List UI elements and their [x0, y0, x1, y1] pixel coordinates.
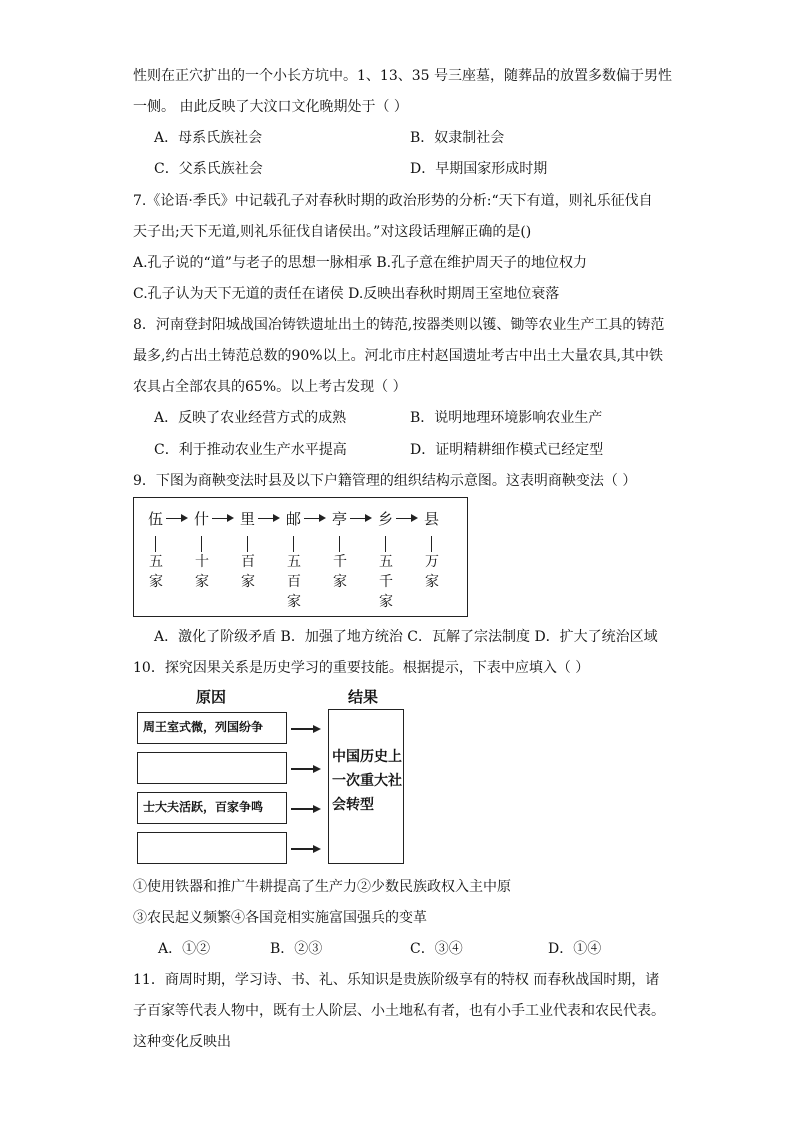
- q11-stem-line2: 子百家等代表人物中，既有士人阶层、小土地私有者，也有小手工业代表和农民代表。: [133, 1003, 665, 1019]
- unit-shi: 什: [194, 510, 210, 528]
- q6-option-c[interactable]: C．父系氏族社会: [154, 161, 263, 177]
- q10-items-line2: ③农民起义频繁④各国竞相实施富国强兵的变革: [133, 910, 427, 926]
- unit-li: 里: [240, 510, 256, 528]
- q7-options-cd[interactable]: C.孔子认为天下无道的责任在诸侯 D.反映出春秋时期周王室地位衰落: [133, 286, 560, 302]
- q10-items-line1: ①使用铁器和推广牛耕提高了生产力②少数民族政权入主中原: [133, 879, 511, 895]
- q6-option-a[interactable]: A．母系氏族社会: [154, 130, 263, 146]
- arrow-right-icon: [291, 768, 319, 770]
- households-xian: 万 家: [425, 554, 439, 590]
- result-text: 中国历史上一次重大社会转型: [332, 749, 402, 813]
- arrow-icon: [396, 518, 416, 519]
- q8-option-a[interactable]: A．反映了农业经营方式的成熟: [154, 410, 347, 426]
- unit-ting: 亭: [332, 510, 348, 528]
- unit-you: 邮: [286, 510, 302, 528]
- arrow-icon: [350, 518, 370, 519]
- arrow-icon: [166, 518, 186, 519]
- cause-box-3: 士大夫活跃，百家争鸣: [137, 792, 287, 824]
- unit-xian: 县: [424, 510, 440, 528]
- unit-xiang: 乡: [378, 510, 394, 528]
- q8-option-b[interactable]: B．说明地理环境影响农业生产: [410, 410, 603, 426]
- households-ting: 千 家: [333, 554, 347, 590]
- households-shi: 十 家: [195, 554, 209, 590]
- q10-stem: 10．探究因果关系是历史学习的重要技能。根据提示，下表中应填入（ ）: [133, 660, 590, 676]
- cause-box-1: 周王室式微，列国纷争: [137, 712, 287, 744]
- households-wu: 五 家: [149, 554, 163, 590]
- q11-stem-line3: 这种变化反映出: [133, 1034, 231, 1050]
- q9-household-diagram: [133, 497, 468, 617]
- q9-stem: 9．下图为商鞅变法时县及以下户籍管理的组织结构示意图。这表明商鞅变法（ ）: [133, 473, 637, 489]
- households-xiang: 五 千 家: [379, 554, 393, 610]
- cause-box-4-blank[interactable]: [137, 832, 287, 864]
- arrow-right-icon: [291, 848, 319, 850]
- q8-stem-line1: 8．河南登封阳城战国冶铸铁遗址出土的铸范,按器类则以镬、锄等农业生产工具的铸范: [133, 317, 665, 333]
- q6-option-b[interactable]: B．奴隶制社会: [410, 130, 505, 146]
- households-li: 百 家: [241, 554, 255, 590]
- q6-stem-line1: 性则在正穴扩出的一个小长方坑中。1、13、35 号三座墓，随葬品的放置多数偏于男性: [133, 68, 672, 84]
- q8-option-c[interactable]: C．利于推动农业生产水平提高: [154, 442, 347, 458]
- arrow-icon: [304, 518, 324, 519]
- cause-box-2-blank[interactable]: [137, 752, 287, 784]
- arrow-right-icon: [291, 728, 319, 730]
- q11-stem-line1: 11．商周时期，学习诗、书、礼、乐知识是贵族阶级享有的特权 而春秋战国时期，诸: [133, 972, 660, 988]
- arrow-right-icon: [291, 808, 319, 810]
- q8-stem-line3: 农具占全部农具的65%。以上考古发现（ ）: [133, 379, 407, 395]
- q7-stem-line1: 7.《论语·季氏》中记载孔子对春秋时期的政治形势的分析:“天下有道，则礼乐征伐自: [133, 193, 653, 209]
- q10-option-b[interactable]: B．②③: [270, 941, 323, 957]
- q10-option-a[interactable]: A．①②: [158, 941, 211, 957]
- q6-stem-line2: 一侧。 由此反映了大汶口文化晚期处于（ ）: [133, 99, 408, 115]
- unit-wu: 伍: [148, 510, 164, 528]
- q7-stem-line2: 天子出;天下无道,则礼乐征伐自诸侯出。”对这段话理解正确的是(): [133, 224, 532, 240]
- arrow-icon: [258, 518, 278, 519]
- result-header: 结果: [348, 688, 379, 706]
- q10-option-c[interactable]: C．③④: [410, 941, 463, 957]
- arrow-icon: [212, 518, 232, 519]
- q8-stem-line2: 最多,约占出土铸范总数的90%以上。河北市庄村赵国遗址考古中出土大量农具,其中铁: [133, 348, 664, 364]
- households-you: 五 百 家: [287, 554, 301, 610]
- q6-option-d[interactable]: D．早期国家形成时期: [410, 161, 548, 177]
- q10-option-d[interactable]: D．①④: [548, 941, 602, 957]
- q9-options[interactable]: A．激化了阶级矛盾 B．加强了地方统治 C．瓦解了宗法制度 D．扩大了统治区域: [154, 629, 658, 645]
- q7-options-ab[interactable]: A.孔子说的“道”与老子的思想一脉相承 B.孔子意在维护周天子的地位权力: [133, 255, 588, 271]
- q8-option-d[interactable]: D．证明精耕细作模式已经定型: [410, 442, 604, 458]
- cause-header: 原因: [196, 688, 227, 706]
